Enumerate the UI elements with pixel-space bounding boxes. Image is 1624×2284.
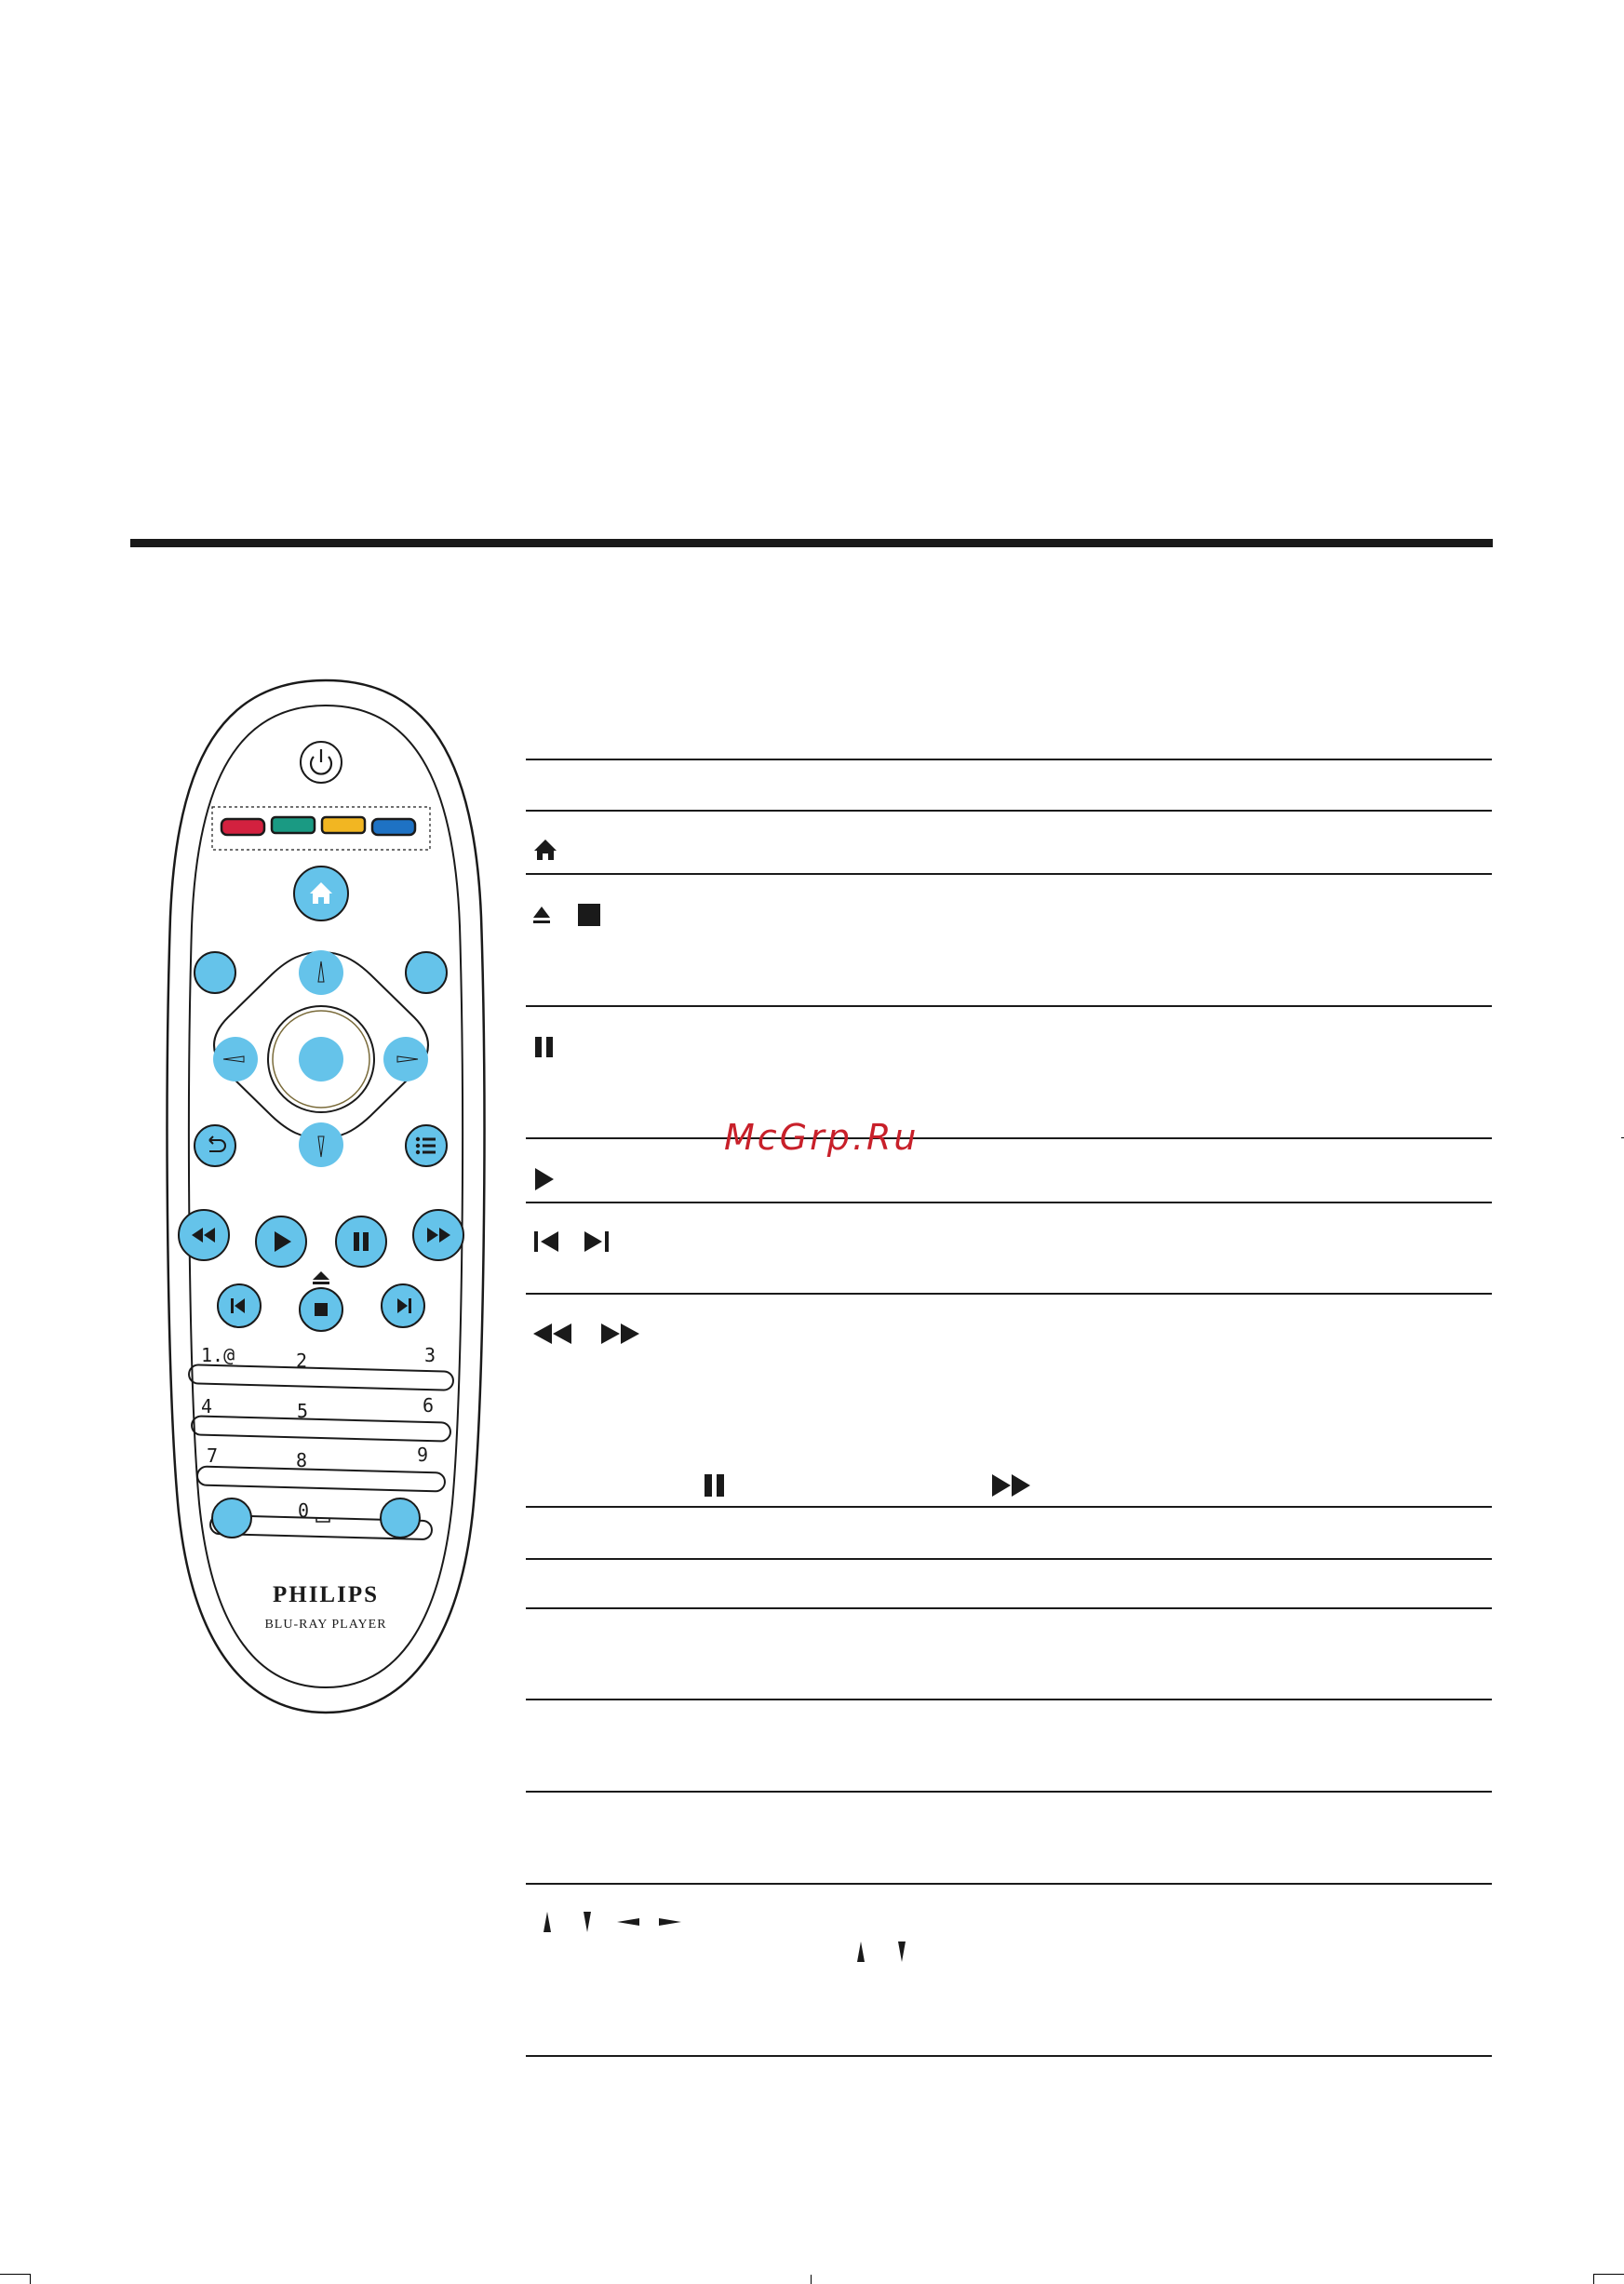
digit-key-6[interactable]: 6 xyxy=(423,1394,435,1417)
table-rule xyxy=(526,810,1492,812)
right-arrow-icon xyxy=(658,1916,682,1928)
stop-icon xyxy=(578,904,600,926)
fast-forward-icon xyxy=(600,1323,641,1345)
eject-icon xyxy=(531,904,552,926)
previous-button[interactable] xyxy=(218,1284,261,1327)
pause-icon xyxy=(703,1473,727,1498)
left-button[interactable] xyxy=(213,1037,258,1082)
digit-key-3[interactable]: 3 xyxy=(424,1344,436,1366)
subtitle-button[interactable] xyxy=(212,1498,251,1538)
digit-key-5[interactable]: 5 xyxy=(297,1400,309,1422)
rewind-icon xyxy=(532,1323,573,1345)
crop-mark xyxy=(30,2274,31,2284)
options-button[interactable] xyxy=(195,952,235,993)
table-rule xyxy=(526,1607,1492,1609)
left-arrow-icon xyxy=(616,1916,640,1928)
down-arrow-icon xyxy=(582,1911,593,1933)
up-arrow-icon xyxy=(855,1941,866,1963)
down-button[interactable] xyxy=(299,1122,343,1167)
play-button[interactable] xyxy=(256,1216,306,1267)
table-rule xyxy=(526,873,1492,875)
up-button[interactable] xyxy=(299,950,343,995)
keypad-bar-row-2 xyxy=(192,1416,450,1441)
table-rule xyxy=(526,1791,1492,1793)
previous-icon xyxy=(533,1230,559,1253)
stop-button[interactable] xyxy=(300,1288,342,1331)
table-rule xyxy=(526,1293,1492,1295)
eject-icon xyxy=(313,1271,329,1284)
table-top-rule xyxy=(526,759,1492,760)
pause-icon xyxy=(533,1036,556,1058)
fast-forward-button[interactable] xyxy=(413,1210,463,1260)
list-icon xyxy=(416,1137,436,1154)
crop-mark xyxy=(1593,2274,1624,2275)
back-button[interactable] xyxy=(195,1125,235,1166)
remote-outer-outline xyxy=(168,680,485,1713)
home-icon xyxy=(533,839,557,861)
ok-button[interactable] xyxy=(299,1037,343,1082)
crop-mark xyxy=(0,2274,30,2275)
fast-forward-icon xyxy=(991,1473,1032,1498)
table-rule xyxy=(526,1202,1492,1203)
info-list-button[interactable] xyxy=(406,1125,447,1166)
power-button[interactable] xyxy=(301,742,342,783)
keypad-bar-row-3 xyxy=(197,1467,445,1492)
audio-button[interactable] xyxy=(381,1498,420,1538)
table-rule xyxy=(526,1883,1492,1885)
yellow-key[interactable] xyxy=(322,817,365,833)
rewind-button[interactable] xyxy=(179,1210,229,1260)
table-rule xyxy=(526,1506,1492,1508)
digit-key-7[interactable]: 7 xyxy=(207,1444,219,1467)
digit-key-1[interactable]: 1.@ xyxy=(201,1344,235,1366)
digit-key-8[interactable]: 8 xyxy=(296,1449,308,1471)
blue-key[interactable] xyxy=(372,819,415,835)
function-table xyxy=(526,0,1492,2284)
remote-brand: PHILIPS xyxy=(272,1582,380,1607)
home-button[interactable] xyxy=(294,867,348,920)
keypad-bar-row-1 xyxy=(189,1364,453,1390)
digit-key-0[interactable]: 0 xyxy=(298,1499,310,1522)
green-key[interactable] xyxy=(272,817,315,833)
watermark: McGrp.Ru xyxy=(724,1117,919,1158)
next-button[interactable] xyxy=(382,1284,424,1327)
digit-key-2[interactable]: 2 xyxy=(296,1350,308,1372)
digit-key-9[interactable]: 9 xyxy=(417,1444,429,1466)
play-icon xyxy=(534,1167,555,1191)
red-key[interactable] xyxy=(221,819,264,835)
top-menu-button[interactable] xyxy=(406,952,447,993)
stop-icon xyxy=(315,1303,328,1316)
right-button[interactable] xyxy=(383,1037,428,1082)
crop-mark xyxy=(1593,2274,1594,2284)
table-rule xyxy=(526,1558,1492,1560)
table-rule xyxy=(526,1699,1492,1700)
pause-button[interactable] xyxy=(336,1216,386,1267)
table-rule xyxy=(526,1005,1492,1007)
up-arrow-icon xyxy=(542,1911,553,1933)
remote-control-illustration xyxy=(130,675,521,1722)
next-icon xyxy=(584,1230,610,1253)
table-bottom-rule xyxy=(526,2055,1492,2057)
table-rule xyxy=(526,1137,1492,1139)
remote-model: BLU-RAY PLAYER xyxy=(264,1618,387,1632)
crop-mark xyxy=(811,2275,812,2284)
digit-key-4[interactable]: 4 xyxy=(201,1395,213,1417)
down-arrow-icon xyxy=(896,1941,907,1963)
